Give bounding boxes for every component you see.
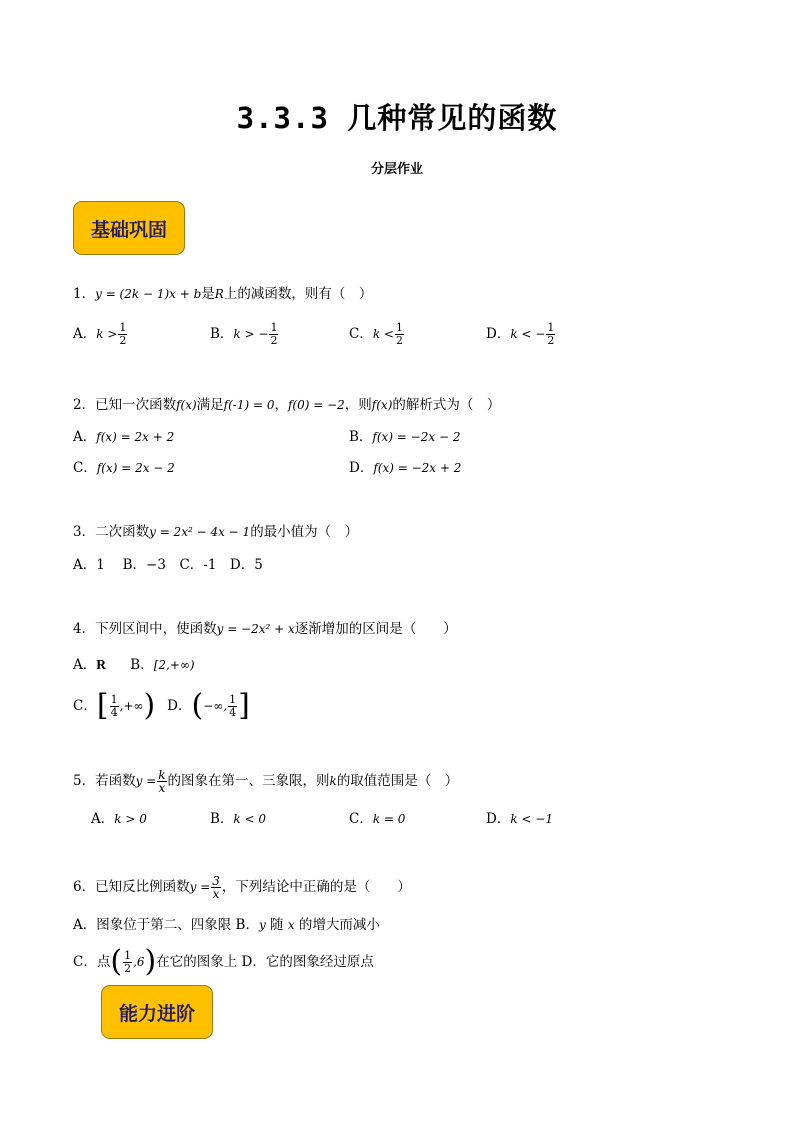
question-5-option-a: A．k > 0: [91, 811, 147, 827]
question-3-options: A．1 B．−3 C．-1 D．5: [73, 557, 263, 573]
question-5-stem: 5．若函数 y = $\frac{k}{x}$ 的图象在第一、三象限，则 k 的取值范围是（ ）: [73, 767, 459, 795]
question-1-option-d: D．k < − $\frac{1}{2}$: [486, 321, 555, 347]
question-2-stem: 2．已知一次函数f(x)满足f(-1) = 0，f(0) = −2，则f(x)的解析式为（ ）: [73, 397, 501, 413]
question-5-option-c: C．k = 0: [349, 811, 406, 827]
page-title: 3.3.3 几种常见的函数: [236, 101, 558, 135]
question-3-stem: 3．二次函数y = 2x² − 4x − 1的最小值为（ ）: [73, 524, 359, 540]
question-5-option-d: D．k < −1: [486, 811, 553, 827]
question-1-option-c: C．k < $\frac{1}{2}$: [349, 321, 403, 347]
question-4-stem: 4．下列区间中，使函数y = −2x² + x逐渐增加的区间是（ ）: [73, 621, 457, 637]
question-5-option-b: B．k < 0: [210, 811, 267, 827]
section-label: 基础巩固: [90, 218, 167, 241]
section-badge-advanced: [101, 985, 213, 1039]
section-badge-basic: [73, 201, 185, 255]
question-1-stem: 1．y = (2k − 1)x + b是R上的减函数，则有（ ）: [73, 286, 373, 302]
question-2-option-a: A．f(x) = 2x + 2: [73, 429, 175, 445]
question-1-option-b: B．k > − $\frac{1}{2}$: [210, 321, 278, 347]
question-2-option-c: C．f(x) = 2x − 2: [73, 460, 175, 476]
page-subtitle: 分层作业: [370, 162, 423, 177]
question-1-option-a: A．k > $\frac{1}{2}$: [73, 321, 127, 347]
question-2-option-d: D．f(x) = −2x + 2: [349, 460, 462, 476]
question-6-stem: 6．已知反比例函数 y = $\frac{3}{x}$ ，下列结论中正确的是（ ）: [73, 873, 411, 901]
question-6-options-ab: A．图象位于第二、四象限 B．y 随 x 的增大而减小: [73, 917, 380, 933]
question-4-options-cd: C． [ $\frac{1}{4}$ ,+∞ ) D． ( −∞, $\frac{1}{4}$ ]: [73, 688, 250, 723]
question-6-options-cd: C．点 ( $\frac{1}{2}$ ,6 ) 在它的图象上 D．它的图象经过原点: [73, 944, 374, 979]
section-label: 能力进阶: [118, 1002, 195, 1025]
question-4-options-ab: A．R B．[2,+∞): [73, 657, 195, 673]
question-2-option-b: B．f(x) = −2x − 2: [349, 429, 461, 445]
